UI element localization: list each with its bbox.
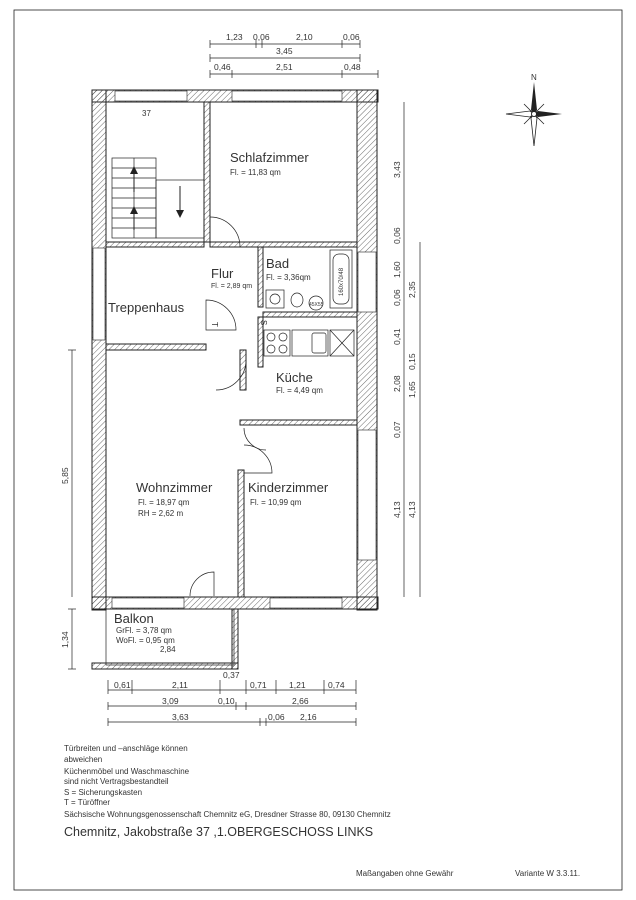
kitchen-fixtures [264, 330, 354, 356]
room-kueche-name: Küche [276, 370, 313, 385]
dim-bottom-1: 0,61 [114, 680, 131, 690]
note-6: T = Türöffner [64, 798, 111, 807]
dim-top-2: 0,06 [253, 32, 270, 42]
room-flur-area: Fl. = 2,89 qm [211, 283, 253, 290]
dim-bottom-11: 0,06 [268, 712, 285, 722]
room-kueche-area: Fl. = 4,49 qm [276, 386, 323, 395]
dim-right-11: 2,35 [407, 281, 417, 298]
footer-disclaimer: Maßangaben ohne Gewähr [356, 869, 454, 878]
note-5: S = Sicherungskasten [64, 788, 143, 797]
dimension-lines-left [68, 350, 76, 669]
dim-top-1: 1,23 [226, 32, 243, 42]
room-bad-name: Bad [266, 256, 290, 271]
north-arrow-icon [506, 82, 562, 146]
room-bad-area: Fl. = 3,36qm [266, 273, 311, 282]
dim-right-4: 0,06 [392, 289, 402, 306]
dim-bottom-8: 0,10 [218, 696, 235, 706]
dim-bottom-6: 0,74 [328, 680, 345, 690]
dim-top-4: 0,06 [343, 32, 360, 42]
dim-bottom-4: 0,71 [250, 680, 267, 690]
dim-bottom-2: 2,11 [172, 680, 188, 690]
dim-top-6: 0,46 [214, 62, 231, 72]
dim-right-8: 1,65 [407, 381, 417, 398]
compass-label: N [531, 73, 537, 82]
note-1: Türbreiten und –anschläge können [64, 744, 188, 753]
dimension-lines-right [404, 102, 420, 597]
dim-bottom-12: 2,16 [300, 712, 317, 722]
dim-right-5: 0,41 [392, 328, 402, 345]
note-7: Sächsische Wohnungsgenossenschaft Chemnitz eG, Dresdner Strasse 80, 09130 Chemnitz [64, 810, 391, 819]
dim-bottom-10: 3,63 [172, 712, 189, 722]
dim-left-2: 1,34 [60, 631, 70, 648]
dooropener-marker: T [210, 322, 219, 327]
dim-bottom-5: 1,21 [289, 680, 306, 690]
dim-bottom-9: 2,66 [292, 696, 309, 706]
dim-right-1: 3,43 [392, 161, 402, 178]
note-2: abweichen [64, 755, 103, 764]
room-schlafzimmer-area: Fl. = 11,83 qm [230, 168, 281, 177]
room-balkon-width: 2,84 [160, 645, 176, 654]
note-4: sind nicht Vertragsbestandteil [64, 777, 169, 786]
note-3: Küchenmöbel und Waschmaschine [64, 767, 190, 776]
room-treppenhaus-name: Treppenhaus [108, 300, 185, 315]
dim-top-3: 2,10 [296, 32, 313, 42]
room-balkon-woarea: WoFl. = 0,95 qm [116, 636, 175, 645]
room-kinderzimmer-name: Kinderzimmer [248, 480, 329, 495]
room-wohnzimmer-name: Wohnzimmer [136, 480, 213, 495]
footer-variant: Variante W 3.3.11. [515, 869, 581, 878]
dim-right-12: 4,13 [407, 501, 417, 518]
dim-bottom-7: 3,09 [162, 696, 179, 706]
room-wohnzimmer-area: Fl. = 18,97 qm [138, 498, 190, 507]
apartment-number: 37 [142, 109, 151, 118]
dim-top-5: 3,45 [276, 46, 293, 56]
dim-right-9: 0,07 [392, 421, 402, 438]
room-balkon-name: Balkon [114, 611, 154, 626]
fusebox-marker: S [259, 320, 268, 326]
room-flur-name: Flur [211, 266, 234, 281]
dim-right-2: 0,06 [392, 227, 402, 244]
address-line: Chemnitz, Jakobstraße 37 ,1.OBERGESCHOSS LINKS [64, 825, 374, 839]
dim-bottom-3: 0,37 [223, 670, 240, 680]
room-schlafzimmer-name: Schlafzimmer [230, 150, 309, 165]
dim-right-7: 2,08 [392, 375, 402, 392]
dim-right-10: 4,13 [392, 501, 402, 518]
dim-right-3: 1,60 [392, 261, 402, 278]
toilet-size-label: 45X55 [309, 302, 324, 308]
staircase [112, 158, 204, 238]
bathtub-label: 160x70/48 [339, 267, 345, 296]
room-balkon-grarea: GrFl. = 3,78 qm [116, 626, 172, 635]
dim-top-7: 2,51 [276, 62, 293, 72]
dim-left-1: 5,85 [60, 467, 70, 484]
dimension-lines-top [210, 40, 378, 78]
dim-top-8: 0,48 [344, 62, 361, 72]
room-kinderzimmer-area: Fl. = 10,99 qm [250, 498, 302, 507]
room-wohnzimmer-height: RH = 2,62 m [138, 509, 184, 518]
dim-right-6: 0,15 [407, 353, 417, 370]
